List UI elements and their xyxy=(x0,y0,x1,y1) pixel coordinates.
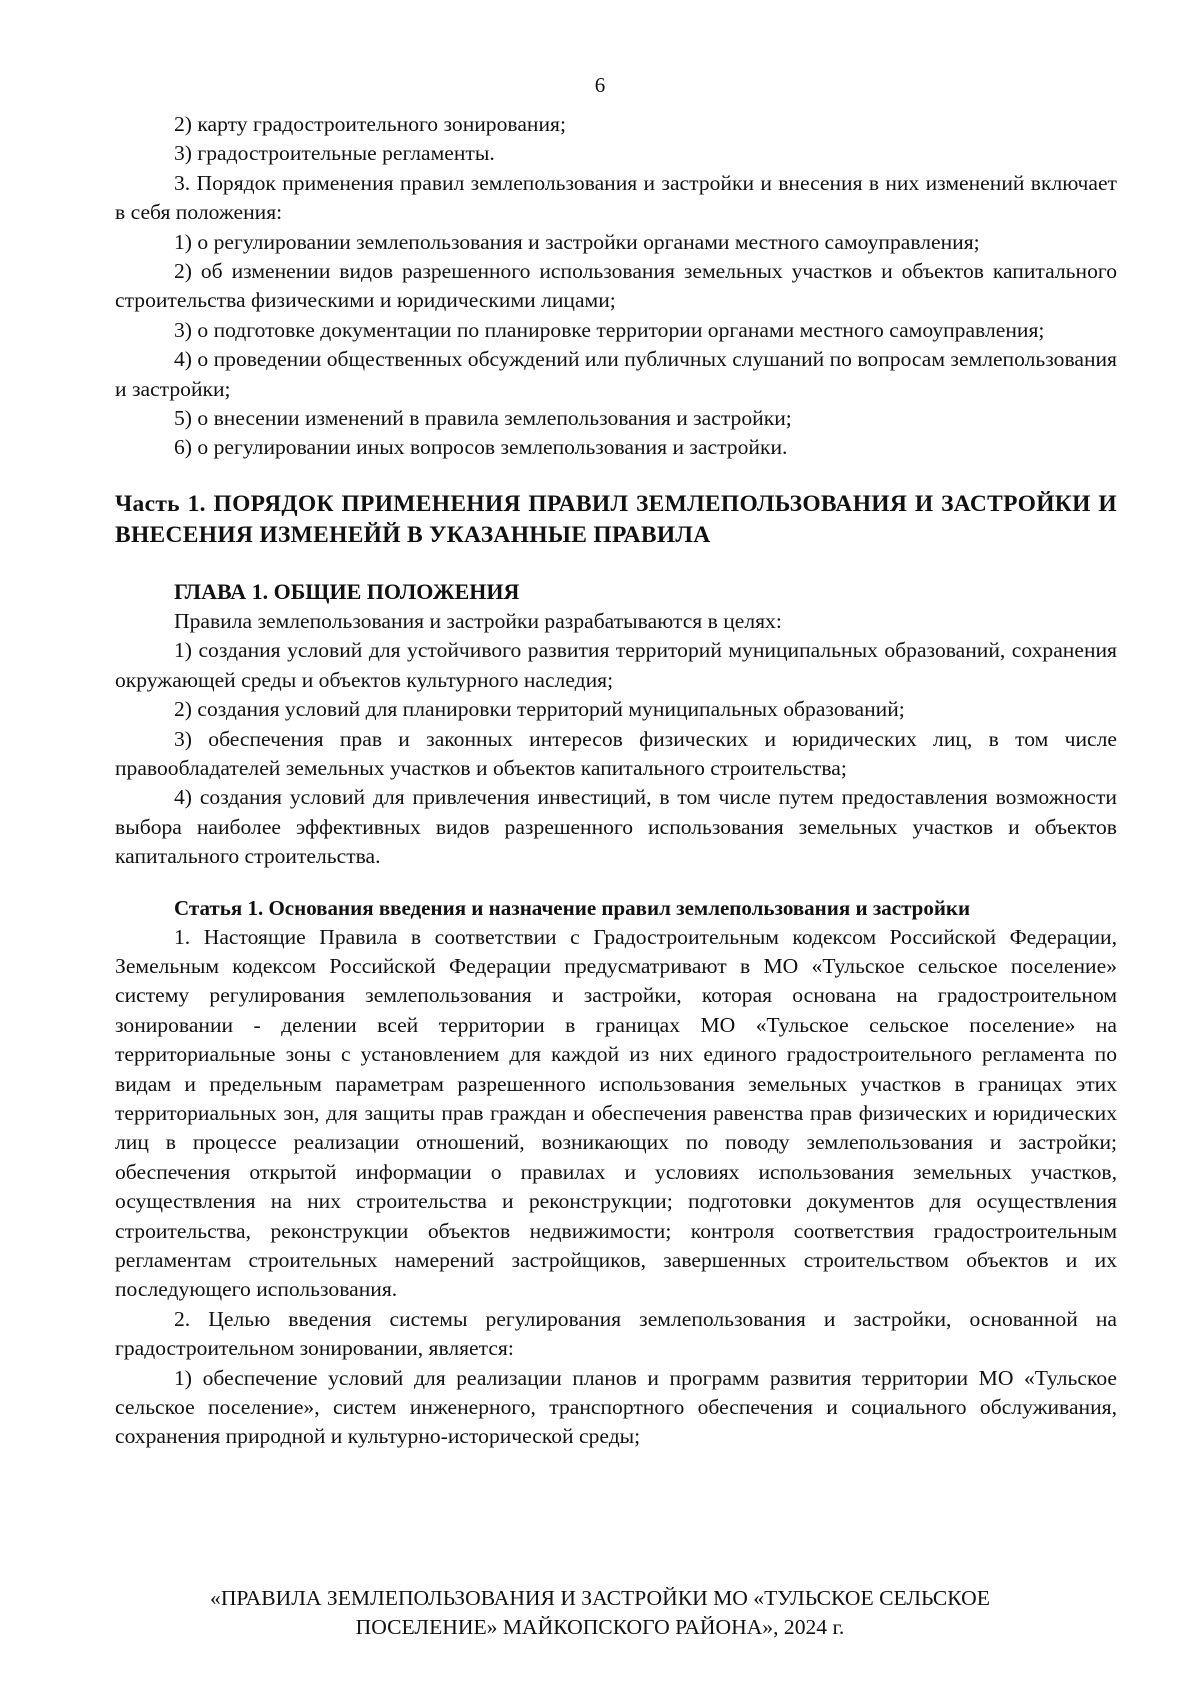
list-item: 3) градостроительные регламенты. xyxy=(174,141,495,166)
list-item: 4) создания условий для привлечения инвестиций, в том числе путем предоставления возможности выбора наиболее эффективных видов разрешенного использования земельных участков и объектов капитального строительства. xyxy=(115,785,1117,869)
part-heading: Часть 1. ПОРЯДОК ПРИМЕНЕНИЯ ПРАВИЛ ЗЕМЛЕПОЛЬЗОВАНИЯ И ЗАСТРОЙКИ И ВНЕСЕНИЯ ИЗМЕНЕЙЙ В УКАЗАННЫЕ ПРАВИЛА xyxy=(115,490,1117,548)
list-item: 3) о подготовке документации по планировке территории органами местного самоуправления; xyxy=(174,317,1045,342)
paragraph: 1. Настоящие Правила в соответствии с Градостроительным кодексом Российской Федерации, Земельным кодексом Российской Федерации предусматривают в МО «Тульское сельское поселение» систему регулирования землепользования и застройки, которая основана на градостроительном зонировании - делении всей территории в границах МО «Тульское сельское поселение» на территориальные зоны с установлением для каждой из них единого градостроительного регламента по видам и предельным параметрам разрешенного использования земельных участков в границах этих территориальных зон, для защиты прав граждан и обеспечения равенства прав физических и юридических лиц в процессе реализации отношений, возникающих по поводу землепользования и застройки; обеспечения открытой информации о правилах и условиях использования земельных участков, осуществления на них строительства и реконструкции; подготовки документов для осуществления строительства, реконструкции объектов недвижимости; контроля соответствия градостроительным регламентам строительных намерений застройщиков, завершенных строительством объектов и их последующего использования. xyxy=(115,924,1117,1302)
list-item: 3) обеспечения прав и законных интересов физических и юридических лиц, в том числе правообладателей земельных участков и объектов капитального строительства; xyxy=(115,726,1117,780)
paragraph: 2. Целью введения системы регулирования землепользования и застройки, основанной на градостроительном зонировании, является: xyxy=(115,1306,1117,1361)
list-item: 4) о проведении общественных обсуждений или публичных слушаний по вопросам землепользования и застройки; xyxy=(115,347,1117,401)
list-item: 1) о регулировании землепользования и застройки органами местного самоуправления; xyxy=(174,229,980,254)
list-item: 6) о регулировании иных вопросов землепользования и застройки. xyxy=(174,435,788,460)
paragraph: 3. Порядок применения правил землепользования и застройки и внесения в них изменений включает в себя положения: xyxy=(115,170,1117,225)
list-item: 2) карту градостроительного зонирования; xyxy=(174,112,566,136)
list-item: 2) об изменении видов разрешенного использования земельных участков и объектов капитального строительства физическими и юридическими лицами; xyxy=(115,259,1117,313)
paragraph: Правила землепользования и застройки разрабатываются в целях: xyxy=(174,608,782,633)
footer-line: ПОСЕЛЕНИЕ» МАЙКОПСКОГО РАЙОНА», 2024 г. xyxy=(355,1615,845,1639)
page-footer xyxy=(0,1584,1200,1642)
list-item: 2) создания условий для планировки территорий муниципальных образований; xyxy=(174,697,905,722)
list-item: 1) создания условий для устойчивого развития территорий муниципальных образований, сохранения окружающей среды и объектов культурного наследия; xyxy=(115,638,1117,692)
footer-line: «ПРАВИЛА ЗЕМЛЕПОЛЬЗОВАНИЯ И ЗАСТРОЙКИ МО «ТУЛЬСКОЕ СЕЛЬСКОЕ xyxy=(210,1586,990,1610)
chapter-heading: ГЛАВА 1. ОБЩИЕ ПОЛОЖЕНИЯ xyxy=(174,578,520,604)
article-heading: Статья 1. Основания введения и назначение правил землепользования и застройки xyxy=(174,895,971,920)
document-body xyxy=(115,110,1117,1452)
page-number: 6 xyxy=(594,73,606,97)
list-item: 5) о внесении изменений в правила землепользования и застройки; xyxy=(174,406,792,431)
list-item: 1) обеспечение условий для реализации планов и программ развития территории МО «Тульское сельское поселение», систем инженерного, транспортного обеспечения и социального обслуживания, сохранения природной и культурно-исторической среды; xyxy=(115,1365,1117,1449)
